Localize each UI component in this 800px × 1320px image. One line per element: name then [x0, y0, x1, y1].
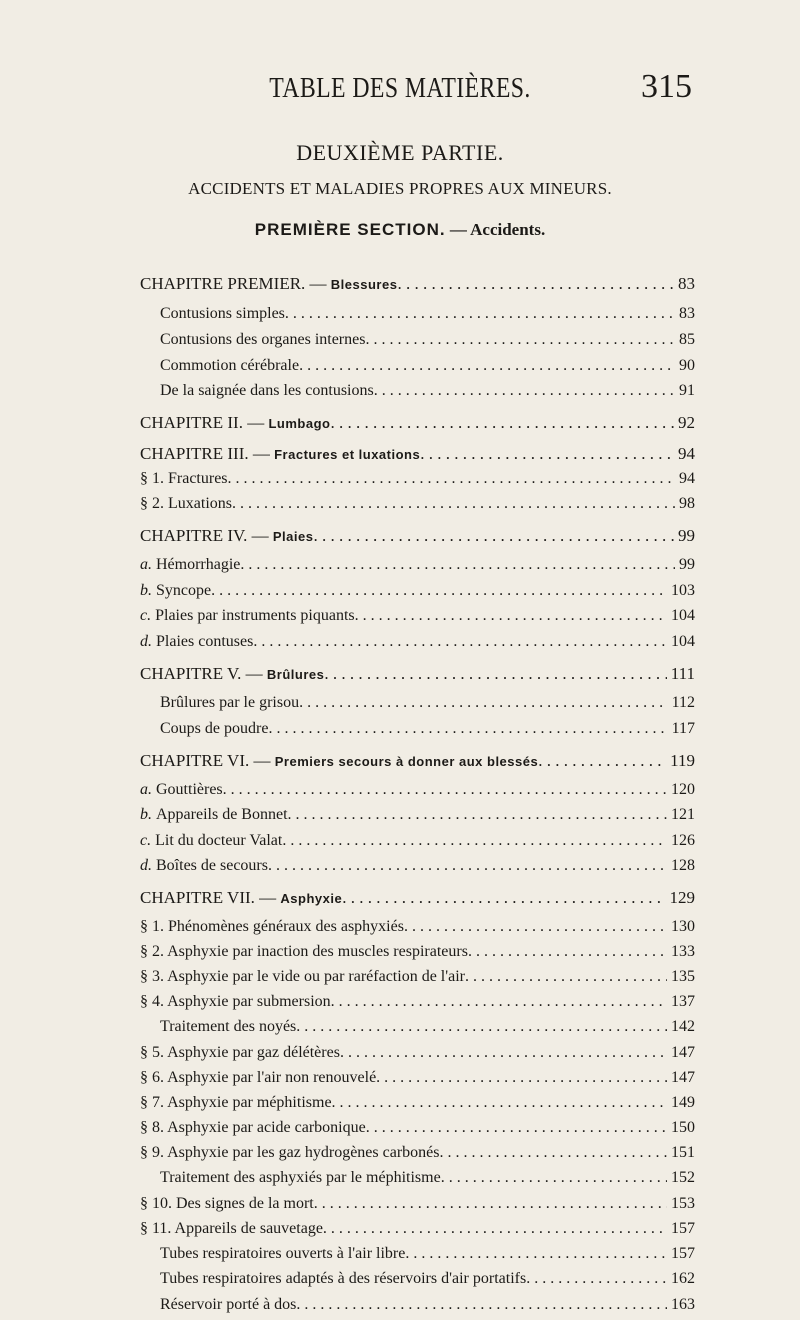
toc-entry-title: Hémorrhagie — [156, 556, 241, 573]
toc-entry-label — [140, 331, 365, 349]
dot-leader — [332, 1094, 667, 1112]
toc-entry-title: Traitement des asphyxiés par le méphitisme — [160, 1169, 441, 1186]
toc-entry-row — [140, 993, 695, 1017]
dot-leader — [282, 832, 667, 850]
page-number: 315 — [641, 68, 692, 105]
toc-entry-title: Syncope — [156, 582, 212, 599]
toc-page-number: 130 — [671, 918, 695, 935]
toc-page-number: 162 — [671, 1270, 695, 1287]
toc-entry-prefix: § 3. — [140, 968, 168, 985]
toc-entry-label — [140, 556, 240, 574]
toc-entry-title: Fractures et luxations — [274, 447, 421, 462]
toc-entry-row — [140, 806, 695, 830]
toc-page-number: 126 — [671, 832, 695, 849]
toc-page-number: 99 — [678, 526, 695, 545]
toc-page-number: 90 — [679, 357, 695, 374]
toc-page-number: 104 — [671, 607, 695, 624]
toc-page-number: 117 — [671, 720, 695, 737]
toc-entry-row — [140, 918, 695, 942]
toc-entry-prefix: § 9. — [140, 1144, 168, 1161]
toc-entry-label — [140, 274, 397, 294]
dot-leader — [330, 413, 674, 433]
toc-entry-prefix: CHAPITRE VI. — — [140, 751, 275, 770]
toc-entry-row — [140, 470, 695, 494]
toc-entry-prefix: c. — [140, 607, 156, 624]
toc-entry-label — [140, 1270, 526, 1288]
toc-entry-title: Traitement des noyés — [160, 1018, 297, 1035]
dot-leader — [342, 888, 665, 908]
toc-entry-prefix: § 4. — [140, 993, 168, 1010]
toc-entry-title: Commotion cérébrale — [160, 357, 300, 374]
toc-entry-title: Tubes respiratoires ouverts à l'air libre — [160, 1245, 406, 1262]
toc-entry-row — [140, 857, 695, 881]
toc-entry-prefix: § 2. — [140, 943, 168, 960]
toc-entry-row — [140, 943, 695, 967]
toc-page-number: 94 — [679, 470, 695, 487]
toc-entry-row — [140, 1069, 695, 1093]
toc-page-number: 98 — [679, 495, 695, 512]
toc-page-number: 103 — [671, 582, 695, 599]
dot-leader — [324, 664, 666, 684]
toc-page-number: 91 — [679, 382, 695, 399]
toc-entry-title: Des signes de la mort — [176, 1195, 314, 1212]
toc-entry-label — [140, 1018, 296, 1036]
toc-entry-prefix: CHAPITRE PREMIER. — — [140, 274, 331, 293]
toc-entry-title: De la saignée dans les contusions — [160, 382, 374, 399]
dot-leader — [526, 1270, 667, 1288]
part-title: DEUXIÈME PARTIE. — [296, 140, 504, 165]
toc-page-number: 129 — [669, 888, 695, 907]
toc-entry-label — [140, 993, 331, 1011]
toc-entry-row — [140, 305, 695, 329]
toc-chapter-row — [140, 444, 695, 468]
toc-entry-title: Asphyxie par submersion — [167, 993, 331, 1010]
toc-page-number: 149 — [671, 1094, 695, 1111]
toc-page-number: 137 — [671, 993, 695, 1010]
toc-entry-label — [140, 1119, 366, 1137]
dot-leader — [240, 556, 675, 574]
dot-leader — [288, 806, 667, 824]
toc-entry-row — [140, 1169, 695, 1193]
dot-leader — [313, 526, 674, 546]
dot-leader — [296, 1018, 667, 1036]
toc-entry-row — [140, 781, 695, 805]
toc-entry-row — [140, 1245, 695, 1269]
toc-entry-prefix: § 6. — [140, 1069, 168, 1086]
dot-leader — [404, 918, 667, 936]
toc-chapter-row — [140, 888, 695, 912]
toc-entry-label — [140, 1144, 439, 1162]
toc-chapter-row — [140, 526, 695, 550]
toc-entry-title: Brûlures par le grisou — [160, 694, 300, 711]
toc-entry-label — [140, 305, 285, 323]
toc-entry-title: Lit du docteur Valat — [155, 832, 283, 849]
toc-entry-prefix: a. — [140, 556, 156, 573]
toc-entry-title: Lumbago — [268, 416, 331, 431]
toc-entry-label — [140, 357, 299, 375]
toc-entry-prefix: b. — [140, 582, 156, 599]
toc-entry-label — [140, 1169, 441, 1187]
toc-entry-row — [140, 1270, 695, 1294]
toc-entry-title: Gouttières — [156, 781, 223, 798]
toc-entry-label — [140, 1195, 314, 1213]
toc-entry-title: Premiers secours à donner aux blessés — [274, 754, 539, 769]
toc-entry-title: Coups de poudre — [160, 720, 269, 737]
toc-entry-row — [140, 382, 695, 406]
toc-entry-row — [140, 495, 695, 519]
toc-entry-label — [140, 526, 313, 546]
dot-leader — [441, 1169, 667, 1187]
dot-leader — [465, 968, 667, 986]
toc-entry-prefix: § 5. — [140, 1044, 168, 1061]
toc-entry-title: Appareils de Bonnet — [156, 806, 288, 823]
toc-page-number: 151 — [671, 1144, 695, 1161]
toc-entry-row — [140, 720, 695, 744]
dot-leader — [420, 444, 674, 464]
toc-entry-row — [140, 1094, 695, 1118]
toc-entry-title: Phénomènes généraux des asphyxiés — [168, 918, 404, 935]
dot-leader — [268, 720, 667, 738]
toc-entry-row — [140, 968, 695, 992]
running-head — [0, 68, 800, 112]
toc-entry-label — [140, 720, 268, 738]
toc-entry-title: Fractures — [168, 470, 228, 487]
toc-entry-label — [140, 1296, 296, 1314]
toc-entry-title: Asphyxie par l'air non renouvelé — [167, 1069, 377, 1086]
toc-entry-label — [140, 633, 253, 651]
toc-entry-prefix: b. — [140, 806, 156, 823]
dot-leader — [299, 357, 675, 375]
section-title — [0, 220, 800, 240]
toc-page-number: 83 — [678, 274, 695, 293]
dot-leader — [374, 382, 675, 400]
section-title-lead: PREMIÈRE SECTION. — [254, 220, 446, 239]
toc-entry-label — [140, 943, 468, 961]
toc-entry-title: Plaies par instruments piquants — [155, 607, 355, 624]
dot-leader — [211, 582, 667, 600]
toc-entry-label — [140, 1044, 340, 1062]
toc-entry-row — [140, 607, 695, 631]
toc-entry-label — [140, 832, 282, 850]
dot-leader — [405, 1245, 667, 1263]
toc-entry-row — [140, 633, 695, 657]
toc-entry-label — [140, 413, 330, 433]
dot-leader — [314, 1195, 667, 1213]
toc-entry-title: Asphyxie par inaction des muscles respirateurs — [167, 943, 468, 960]
toc-entry-row — [140, 582, 695, 606]
toc-entry-label — [140, 857, 268, 875]
toc-entry-row — [140, 832, 695, 856]
dot-leader — [232, 495, 675, 513]
toc-entry-label — [140, 1245, 405, 1263]
dot-leader — [365, 331, 675, 349]
toc-entry-row — [140, 694, 695, 718]
toc-entry-prefix: § 8. — [140, 1119, 168, 1136]
toc-entry-label — [140, 664, 324, 684]
toc-page-number: 92 — [678, 413, 695, 432]
toc-page-number: 147 — [671, 1069, 695, 1086]
toc-page-number: 120 — [671, 781, 695, 798]
part-subtitle: ACCIDENTS ET MALADIES PROPRES AUX MINEURS. — [188, 179, 612, 198]
toc-entry-prefix: § 1. — [140, 918, 168, 935]
toc-entry-row — [140, 1119, 695, 1143]
toc-entry-label — [140, 470, 228, 488]
toc-entry-title: Asphyxie — [280, 891, 343, 906]
dot-leader — [340, 1044, 667, 1062]
toc-entry-label — [140, 968, 465, 986]
dot-leader — [331, 993, 667, 1011]
dot-leader — [366, 1119, 667, 1137]
toc-entry-label — [140, 582, 211, 600]
toc-entry-prefix: d. — [140, 857, 156, 874]
dot-leader — [268, 857, 667, 875]
toc-page-number: 147 — [671, 1044, 695, 1061]
dot-leader — [323, 1220, 667, 1238]
toc-chapter-row — [140, 751, 695, 775]
toc-page-number: 119 — [670, 751, 695, 770]
toc-entry-prefix: § 10. — [140, 1195, 176, 1212]
toc-entry-prefix: CHAPITRE V. — — [140, 664, 267, 683]
toc-chapter-row — [140, 413, 695, 437]
toc-page-number: 157 — [671, 1220, 695, 1237]
toc-entry-row — [140, 1044, 695, 1068]
dot-leader — [397, 274, 674, 294]
toc-entry-row — [140, 1018, 695, 1042]
toc-entry-title: Contusions simples — [160, 305, 285, 322]
dot-leader — [538, 751, 666, 771]
toc-entry-row — [140, 331, 695, 355]
toc-page-number: 99 — [679, 556, 695, 573]
dot-leader — [228, 470, 675, 488]
toc-page-number: 121 — [671, 806, 695, 823]
toc-entry-prefix: § 2. — [140, 495, 168, 512]
toc-entry-label — [140, 382, 374, 400]
dot-leader — [253, 633, 667, 651]
dot-leader — [376, 1069, 667, 1087]
toc-entry-prefix: CHAPITRE II. — — [140, 413, 269, 432]
toc-entry-prefix: a. — [140, 781, 156, 798]
toc-entry-row — [140, 556, 695, 580]
dot-leader — [223, 781, 667, 799]
toc-page-number: 157 — [671, 1245, 695, 1262]
toc-entry-prefix: § 7. — [140, 1094, 168, 1111]
toc-entry-title: Asphyxie par acide carbonique — [167, 1119, 366, 1136]
toc-entry-label — [140, 495, 232, 513]
toc-page-number: 94 — [678, 444, 695, 463]
toc-chapter-row — [140, 664, 695, 688]
toc-page-number: 152 — [671, 1169, 695, 1186]
toc-entry-title: Tubes respiratoires adaptés à des réservoirs d'air portatifs — [160, 1270, 527, 1287]
toc-entry-label — [140, 781, 223, 799]
toc-entry-label — [140, 888, 342, 908]
dot-leader — [355, 607, 667, 625]
toc-entry-prefix: CHAPITRE III. — — [140, 444, 275, 463]
toc-entry-label — [140, 1094, 332, 1112]
toc-entry-label — [140, 918, 404, 936]
toc-page-number: 112 — [671, 694, 695, 711]
toc-entry-title: Appareils de sauvetage — [174, 1220, 323, 1237]
toc-entry-row — [140, 1296, 695, 1320]
toc-page-number: 83 — [679, 305, 695, 322]
dot-leader — [285, 305, 675, 323]
toc-entry-label — [140, 694, 299, 712]
toc-page-number: 163 — [671, 1296, 695, 1313]
toc-page-number: 153 — [671, 1195, 695, 1212]
toc-page-number: 104 — [671, 633, 695, 650]
toc-entry-title: Asphyxie par les gaz hydrogènes carbonés — [167, 1144, 440, 1161]
toc-page-number: 128 — [671, 857, 695, 874]
toc-page-number: 85 — [679, 331, 695, 348]
toc-entry-prefix: § 1. — [140, 470, 168, 487]
toc-entry-title: Blessures — [330, 277, 398, 292]
toc-entry-prefix: CHAPITRE IV. — — [140, 526, 273, 545]
toc-page-number: 111 — [670, 664, 695, 683]
toc-entry-label — [140, 1069, 376, 1087]
toc-page-number: 133 — [671, 943, 695, 960]
toc-entry-prefix: c. — [140, 832, 156, 849]
toc-chapter-row — [140, 274, 695, 298]
toc-entry-row — [140, 1195, 695, 1219]
toc-entry-title: Réservoir porté à dos — [160, 1296, 297, 1313]
toc-entry-row — [140, 1144, 695, 1168]
toc-entry-prefix: d. — [140, 633, 156, 650]
dot-leader — [299, 694, 668, 712]
dot-leader — [296, 1296, 667, 1314]
toc-entry-prefix: § 11. — [140, 1220, 175, 1237]
toc-entry-title: Boîtes de secours — [156, 857, 268, 874]
toc-entry-title: Luxations — [168, 495, 232, 512]
toc-entry-label — [140, 751, 538, 771]
toc-entry-title: Asphyxie par le vide ou par raréfaction de l'air — [167, 968, 465, 985]
dot-leader — [439, 1144, 667, 1162]
toc-entry-row — [140, 357, 695, 381]
toc-entry-row — [140, 1220, 695, 1244]
toc-entry-title: Asphyxie par gaz délétères — [167, 1044, 340, 1061]
running-head-title: TABLE DES MATIÈRES. — [269, 72, 531, 104]
section-title-rest: — Accidents. — [445, 220, 546, 239]
dot-leader — [468, 943, 667, 961]
toc-entry-label — [140, 607, 355, 625]
toc-page-number: 150 — [671, 1119, 695, 1136]
toc-entry-title: Plaies — [272, 529, 314, 544]
toc-entry-title: Plaies contuses — [156, 633, 254, 650]
toc-entry-title: Contusions des organes internes — [160, 331, 366, 348]
toc-entry-label — [140, 1220, 323, 1238]
toc-page-number: 135 — [671, 968, 695, 985]
toc-entry-title: Asphyxie par méphitisme — [167, 1094, 332, 1111]
toc-entry-prefix: CHAPITRE VII. — — [140, 888, 281, 907]
toc-entry-title: Brûlures — [266, 667, 325, 682]
toc-entry-label — [140, 806, 288, 824]
toc-page-number: 142 — [671, 1018, 695, 1035]
toc-entry-label — [140, 444, 420, 464]
